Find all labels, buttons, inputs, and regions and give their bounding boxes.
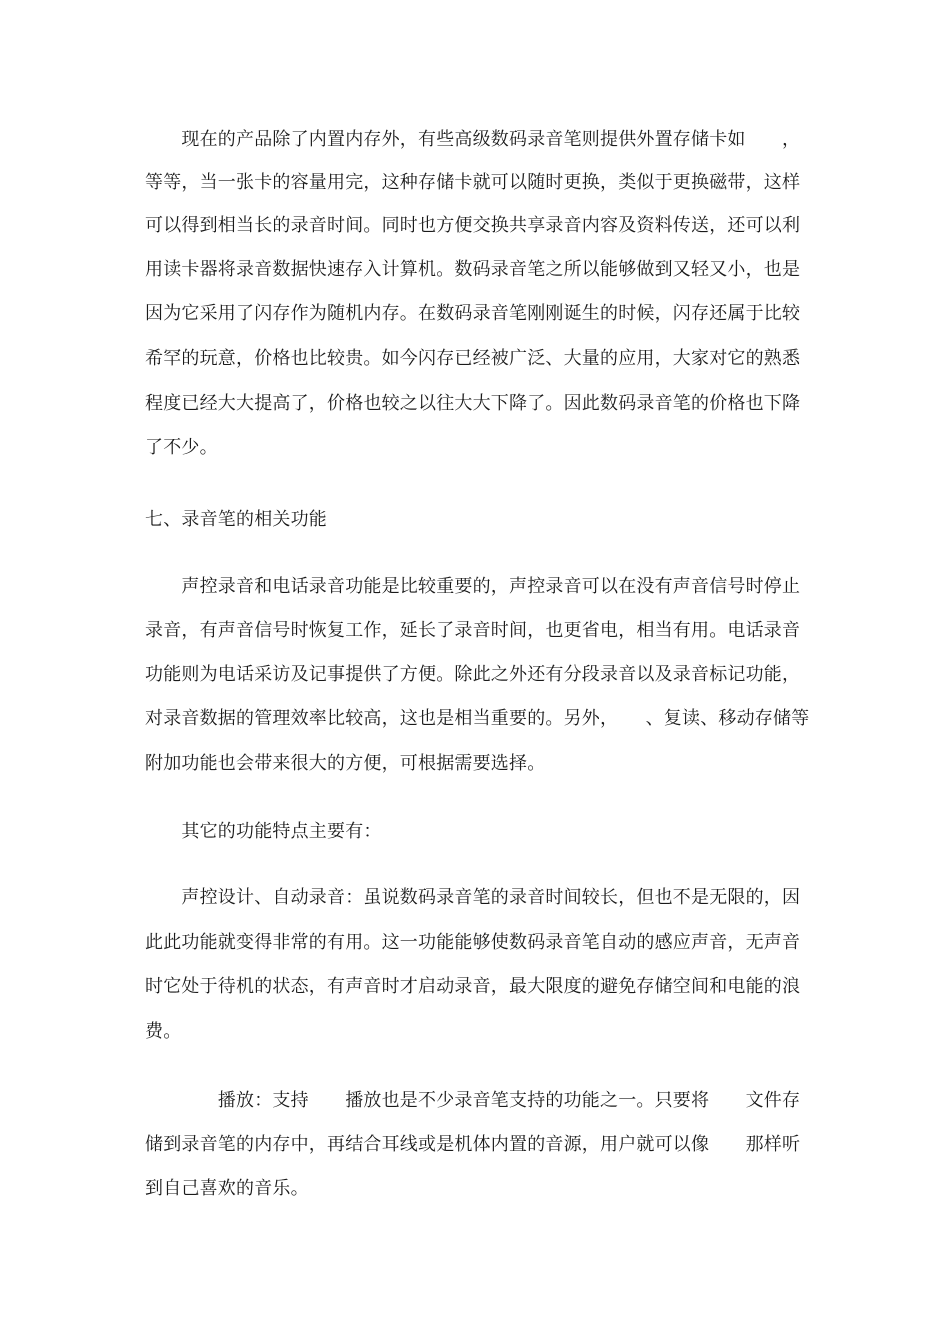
paragraph-2-line-5: 附加功能也会带来很大的方便，可根据需要选择。	[145, 753, 546, 774]
paragraph-2-line-4: 对录音数据的管理效率比较高，这也是相当重要的。另外， 、复读、移动存储等	[145, 708, 810, 729]
paragraph-2-line-1: 声控录音和电话录音功能是比较重要的，声控录音可以在没有声音信号时停止	[145, 576, 801, 597]
paragraph-1-line-5: 因为它采用了闪存作为随机内存。在数码录音笔刚刚诞生的时候，闪存还属于比较	[145, 303, 801, 324]
paragraph-1-line-6: 希罕的玩意，价格也比较贵。如今闪存已经被广泛、大量的应用，大家对它的熟悉	[145, 348, 801, 369]
paragraph-4-line-4: 费。	[145, 1021, 182, 1042]
paragraph-2-line-2: 录音，有声音信号时恢复工作，延长了录音时间，也更省电，相当有用。电话录音	[145, 620, 801, 641]
paragraph-1-line-8: 了不少。	[145, 437, 218, 458]
paragraph-5-line-3: 到自己喜欢的音乐。	[145, 1178, 309, 1199]
paragraph-4-line-2: 此此功能就变得非常的有用。这一功能能够使数码录音笔自动的感应声音，无声音	[145, 932, 801, 953]
paragraph-5-line-2: 储到录音笔的内存中，再结合耳线或是机体内置的音源，用户就可以像 那样听	[145, 1134, 801, 1155]
paragraph-1-line-7: 程度已经大大提高了，价格也较之以往大大下降了。因此数码录音笔的价格也下降	[145, 393, 801, 414]
paragraph-1-line-4: 用读卡器将录音数据快速存入计算机。数码录音笔之所以能够做到又轻又小，也是	[145, 259, 801, 280]
paragraph-2-line-3: 功能则为电话采访及记事提供了方便。除此之外还有分段录音以及录音标记功能，	[145, 664, 801, 685]
paragraph-1-line-1: 现在的产品除了内置内存外，有些高级数码录音笔则提供外置存储卡如 ，	[145, 129, 801, 150]
paragraph-1-line-3: 可以得到相当长的录音时间。同时也方便交换共享录音内容及资料传送，还可以利	[145, 215, 801, 236]
paragraph-5-line-1: 播放：支持 播放也是不少录音笔支持的功能之一。只要将 文件存	[145, 1090, 801, 1111]
section-heading: 七、录音笔的相关功能	[145, 509, 327, 530]
paragraph-4-line-1: 声控设计、自动录音：虽说数码录音笔的录音时间较长，但也不是无限的，因	[145, 887, 801, 908]
paragraph-1-line-2: 等等，当一张卡的容量用完，这种存储卡就可以随时更换，类似于更换磁带，这样	[145, 172, 801, 193]
paragraph-3-line-1: 其它的功能特点主要有：	[145, 821, 382, 842]
paragraph-4-line-3: 时它处于待机的状态，有声音时才启动录音，最大限度的避免存储空间和电能的浪	[145, 976, 801, 997]
